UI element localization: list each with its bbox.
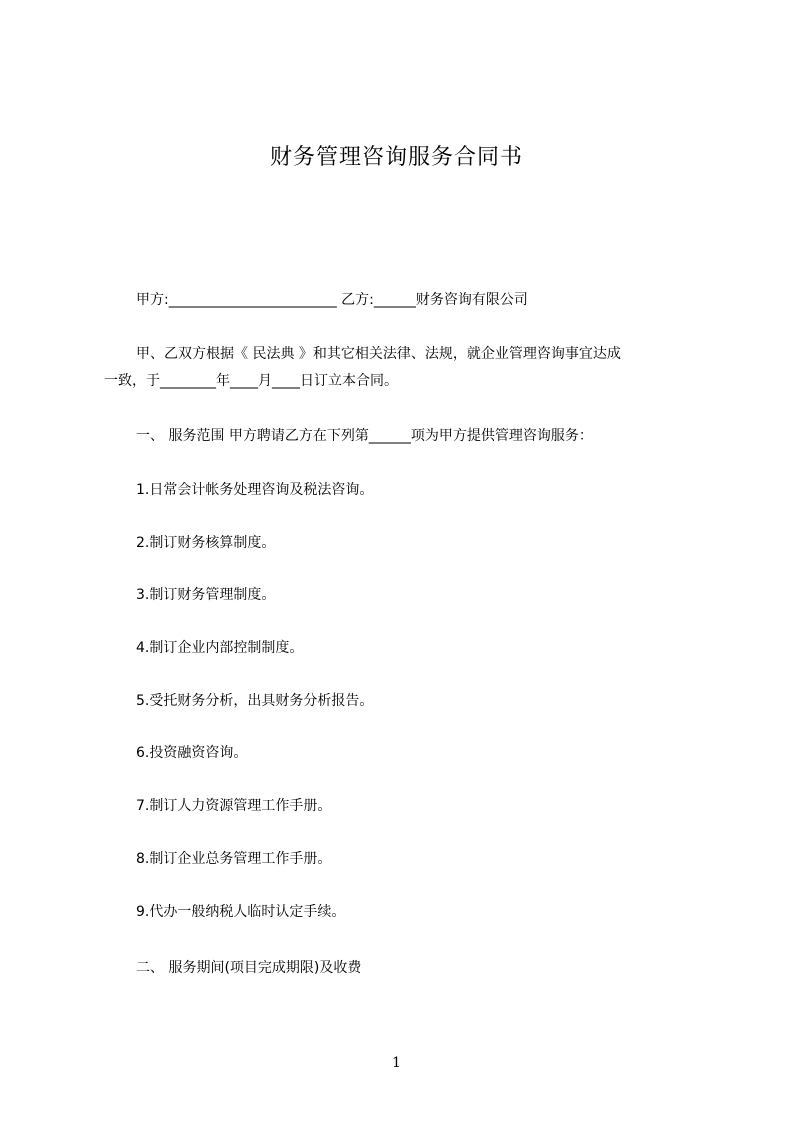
service-item-2: 2.制订财务核算制度。 [136, 535, 276, 551]
page-number: 1 [392, 1055, 401, 1071]
service-item-3: 3.制订财务管理制度。 [136, 587, 276, 603]
document-title: 财务管理咨询服务合同书 [269, 145, 523, 170]
section-1-heading: 一、 服务范围 甲方聘请乙方在下列第______项为甲方提供管理咨询服务： [136, 428, 593, 444]
service-item-4: 4.制订企业内部控制制度。 [136, 640, 304, 656]
service-item-8: 8.制订企业总务管理工作手册。 [136, 851, 332, 867]
service-item-6: 6.投资融资咨询。 [136, 745, 248, 761]
intro-paragraph-line-2: 一致，于________年____月____日订立本合同。 [104, 373, 398, 389]
service-item-1: 1.日常会计帐务处理咨询及税法咨询。 [136, 482, 374, 498]
section-2-heading: 二、 服务期间(项目完成期限)及收费 [136, 960, 362, 976]
service-item-7: 7.制订人力资源管理工作手册。 [136, 798, 332, 814]
service-item-9: 9.代办一般纳税人临时认定手续。 [136, 904, 346, 920]
parties-line: 甲方:________________________ 乙方:______财务咨询有限公司 [136, 292, 528, 308]
service-item-5: 5.受托财务分析，出具财务分析报告。 [136, 693, 374, 709]
intro-paragraph-line-1: 甲、乙双方根据《 民法典 》和其它相关法律、法规，就企业管理咨询事宜达成 [136, 346, 621, 362]
